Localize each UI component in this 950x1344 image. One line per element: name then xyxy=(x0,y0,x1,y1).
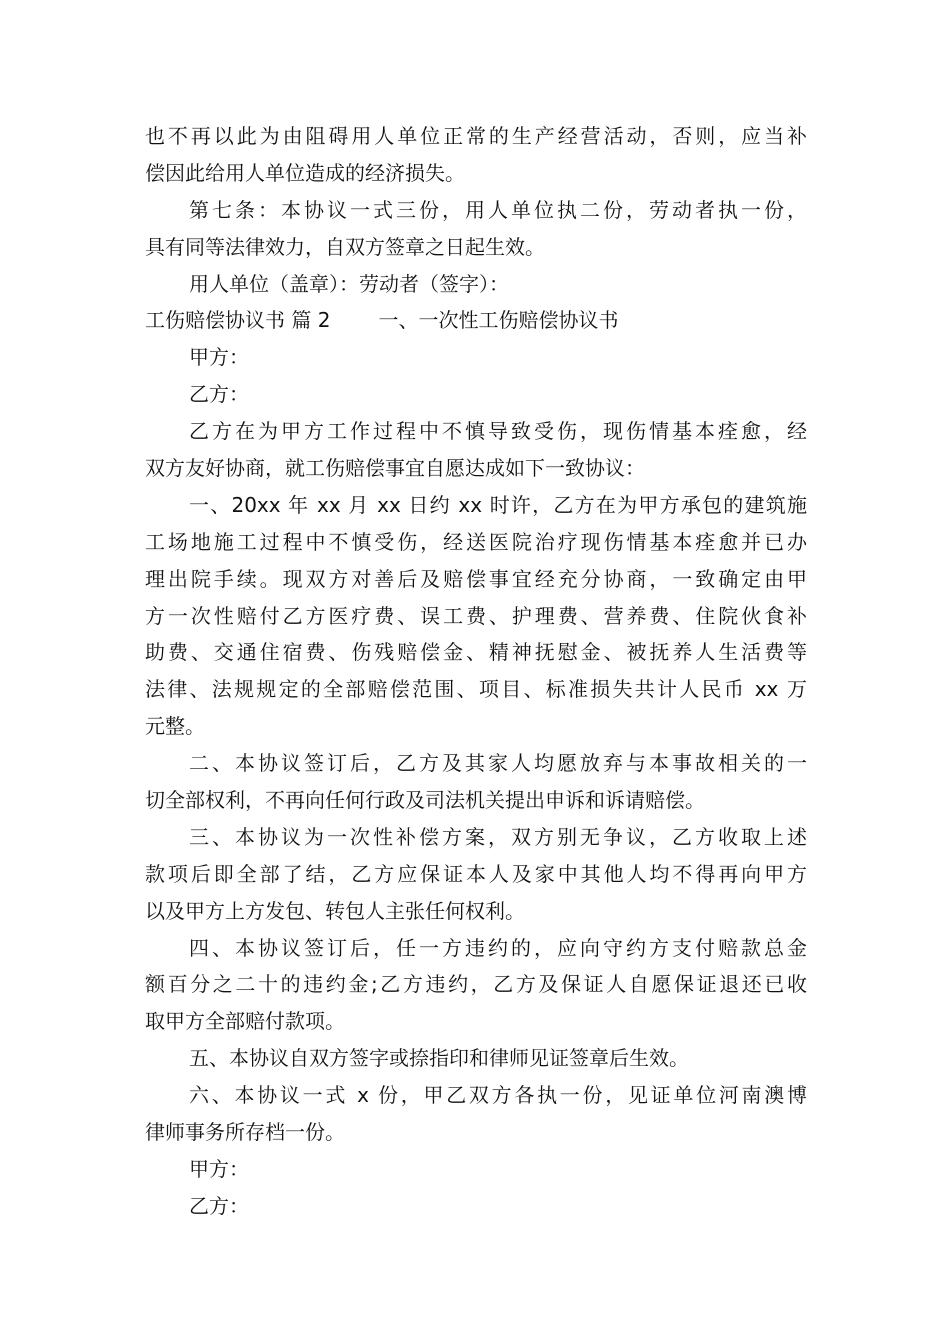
party-b-label: 乙方： xyxy=(189,382,249,407)
paragraph-line: 一、20xx 年 xx 月 xx 日约 xx 时许，乙方在为甲方承包的建筑施 xyxy=(189,492,807,517)
party-a-signature-label: 甲方： xyxy=(189,1156,249,1181)
paragraph-line: 三、本协议为一次性补偿方案，双方别无争议，乙方收取上述 xyxy=(189,824,807,849)
party-b-signature-label: 乙方： xyxy=(189,1193,249,1218)
paragraph-line: 理出院手续。现双方对善后及赔偿事宜经充分协商，一致确定由甲 xyxy=(145,566,807,591)
paragraph-line: 第七条：本协议一式三份，用人单位执二份，劳动者执一份， xyxy=(189,197,807,222)
paragraph-line: 额百分之二十的违约金;乙方违约，乙方及保证人自愿保证退还已收 xyxy=(145,972,807,997)
paragraph-line: 也不再以此为由阻碍用人单位正常的生产经营活动，否则，应当补 xyxy=(145,124,807,148)
paragraph-line: 六、本协议一式 x 份，甲乙双方各执一份，见证单位河南澳博 xyxy=(189,1083,807,1108)
paragraph-line: 助费、交通住宿费、伤残赔偿金、精神抚慰金、被抚养人生活费等 xyxy=(145,640,807,665)
paragraph-line: 取甲方全部赔付款项。 xyxy=(145,1009,345,1034)
paragraph-line: 二、本协议签订后，乙方及其家人均愿放弃与本事故相关的一 xyxy=(189,751,807,776)
paragraph-line: 五、本协议自双方签字或捺指印和律师见证签章后生效。 xyxy=(189,1046,689,1071)
paragraph-line: 方一次性赔付乙方医疗费、误工费、护理费、营养费、住院伙食补 xyxy=(145,603,807,628)
party-a-label: 甲方： xyxy=(189,345,249,370)
section-title: 工伤赔偿协议书 篇 2 xyxy=(145,308,331,333)
paragraph-line: 以及甲方上方发包、转包人主张任何权利。 xyxy=(145,898,525,923)
paragraph-line: 款项后即全部了结，乙方应保证本人及家中其他人均不得再向甲方 xyxy=(145,861,807,886)
paragraph-line: 律师事务所存档一份。 xyxy=(145,1120,345,1145)
paragraph-line: 工场地施工过程中不慎受伤，经送医院治疗现伤情基本痊愈并已办 xyxy=(145,529,807,554)
paragraph-line: 乙方在为甲方工作过程中不慎导致受伤，现伤情基本痊愈，经 xyxy=(189,419,807,444)
section-subtitle: 一、一次性工伤赔偿协议书 xyxy=(378,308,619,333)
paragraph-line: 四、本协议签订后，任一方违约的，应向守约方支付赔款总金 xyxy=(189,935,807,960)
document-body xyxy=(145,118,807,1225)
paragraph-line: 偿因此给用人单位造成的经济损失。 xyxy=(145,160,465,185)
paragraph-line: 具有同等法律效力，自双方签章之日起生效。 xyxy=(145,234,545,259)
signature-line: 用人单位（盖章）：劳动者（签字）： xyxy=(189,271,509,296)
paragraph-line: 双方友好协商，就工伤赔偿事宜自愿达成如下一致协议： xyxy=(145,456,645,481)
paragraph-line: 法律、法规规定的全部赔偿范围、项目、标准损失共计人民币 xx 万 xyxy=(145,677,807,702)
paragraph-line: 元整。 xyxy=(145,714,205,739)
paragraph-line: 切全部权利，不再向任何行政及司法机关提出申诉和诉请赔偿。 xyxy=(145,788,705,813)
section-heading xyxy=(145,302,807,339)
